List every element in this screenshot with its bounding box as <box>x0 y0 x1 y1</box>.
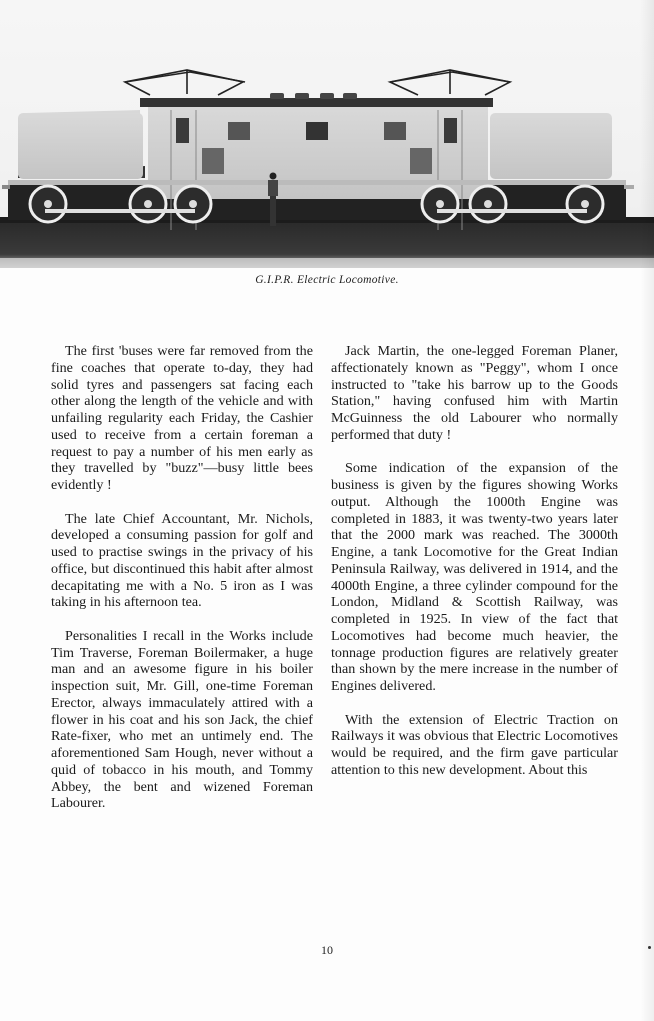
photo-caption: G.I.P.R. Electric Locomotive. <box>255 274 399 286</box>
locomotive-illustration <box>0 0 654 268</box>
left-column <box>51 343 313 812</box>
paragraph: With the extension of Electric Traction on Railways it was obvious that Electric Locomotives would be required, and the firm gave particular attention to this new development. About this <box>331 711 618 778</box>
right-column <box>331 343 618 779</box>
paragraph: Personalities I recall in the Works include Tim Traverse, Foreman Boilermaker, a huge man and an awesome figure in his boiler inspection suit, Mr. Gill, one-time Foreman Erector, always immaculately attired with a flower in his coat and his son Jack, the chief Rate-fixer, who met an untimely end. The aforementioned Sam Hough, never without a quid of tobacco in his mouth, and Tommy Abbey, the bent and wizened Foreman Labourer. <box>51 627 313 812</box>
paragraph: The late Chief Accountant, Mr. Nichols, developed a consuming passion for golf and used to practise swings in the privacy of his office, but discontinued this habit after almost decapitating me with a No. 5 iron as I was taking in his afternoon tea. <box>51 510 313 611</box>
paragraph: Jack Martin, the one-legged Foreman Planer, affectionately known as "Peggy", whom I once instructed to "take his barrow up to the Goods Station," having confused him with Martin McGuinness the old Labourer who normally performed that duty ! <box>331 343 618 443</box>
page-number: 10 <box>321 943 333 957</box>
locomotive-photo <box>0 0 654 268</box>
paragraph: The first 'buses were far removed from the fine coaches that operate to-day, they had solid tyres and passengers sat facing each other along the length of the vehicle and with unfailing regularity each Friday, the Cashier used to receive from a certain foreman a request to pay a number of his men early as they travelled by "buzz"—busy little bees evidently ! <box>51 343 313 493</box>
paragraph: Some indication of the expansion of the business is given by the figures showing Works output. Although the 1000th Engine was completed in 1883, it was twenty-two years later that the 2000 mark was reached. The 3000th Engine, a tank Locomotive for the Great Indian Peninsula Railway, was delivered in 1914, and the 4000th Engine, a three cylinder compound for the London, Midland & Scottish Railway, was completed in 1925. In view of the fact that Locomotives had become much heavier, the tonnage production figures are relatively greater than shown by the mere increase in the number of Engines delivered. <box>331 460 618 694</box>
page-edge-shadow <box>640 0 654 1021</box>
scan-speck <box>648 946 651 949</box>
